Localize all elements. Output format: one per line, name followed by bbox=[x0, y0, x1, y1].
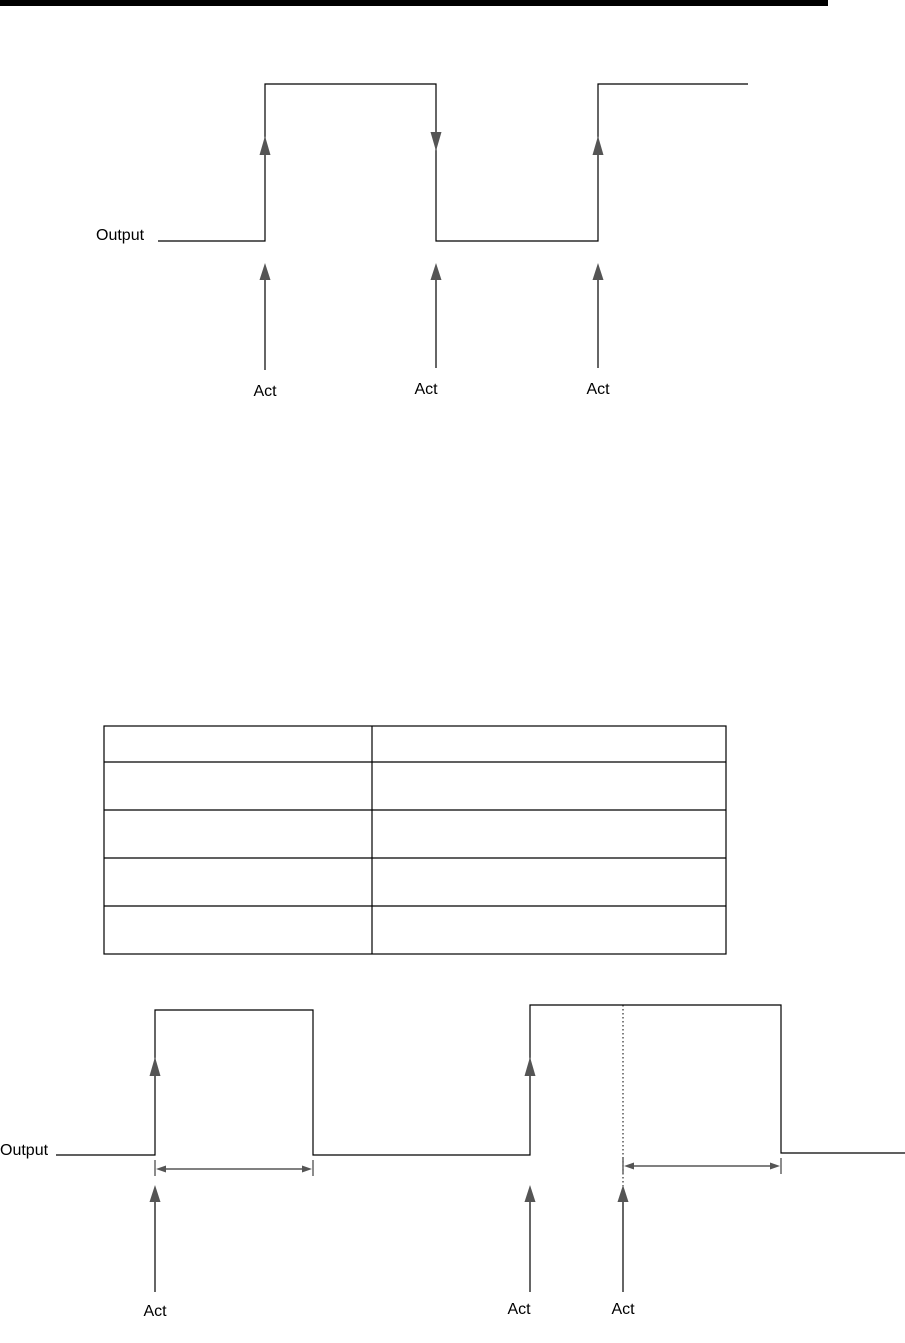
top-timing-diagram bbox=[96, 84, 748, 400]
top-act-label-1: Act bbox=[253, 383, 277, 400]
top-act-label-3: Act bbox=[586, 381, 610, 398]
header-rule bbox=[0, 0, 828, 6]
top-act-arrow-3 bbox=[593, 263, 604, 368]
bottom-act-arrow-1 bbox=[150, 1185, 161, 1292]
bottom-act-label-3: Act bbox=[611, 1301, 635, 1318]
bottom-rise-arrow-1 bbox=[150, 1057, 161, 1076]
table-border bbox=[104, 726, 726, 954]
bottom-timing-diagram bbox=[0, 1005, 905, 1320]
bottom-act-arrow-3 bbox=[618, 1185, 629, 1292]
top-fall-arrow bbox=[431, 132, 442, 151]
bottom-output-label: Output bbox=[0, 1142, 49, 1159]
top-output-waveform bbox=[158, 84, 748, 241]
top-output-label: Output bbox=[96, 227, 145, 244]
pulse-width-dimension-2 bbox=[623, 1158, 781, 1174]
top-act-label-2: Act bbox=[414, 381, 438, 398]
top-act-arrow-2 bbox=[431, 263, 442, 368]
bottom-act-label-1: Act bbox=[143, 1303, 167, 1320]
bottom-output-waveform bbox=[56, 1005, 905, 1155]
top-rise-arrow-2 bbox=[593, 136, 604, 155]
empty-table bbox=[104, 726, 726, 954]
bottom-rise-arrow-2 bbox=[525, 1057, 536, 1076]
pulse-width-dimension-1 bbox=[155, 1160, 313, 1176]
bottom-act-arrow-2 bbox=[525, 1185, 536, 1292]
top-act-arrow-1 bbox=[260, 263, 271, 370]
top-rise-arrow-1 bbox=[260, 136, 271, 155]
bottom-act-label-2: Act bbox=[507, 1301, 531, 1318]
